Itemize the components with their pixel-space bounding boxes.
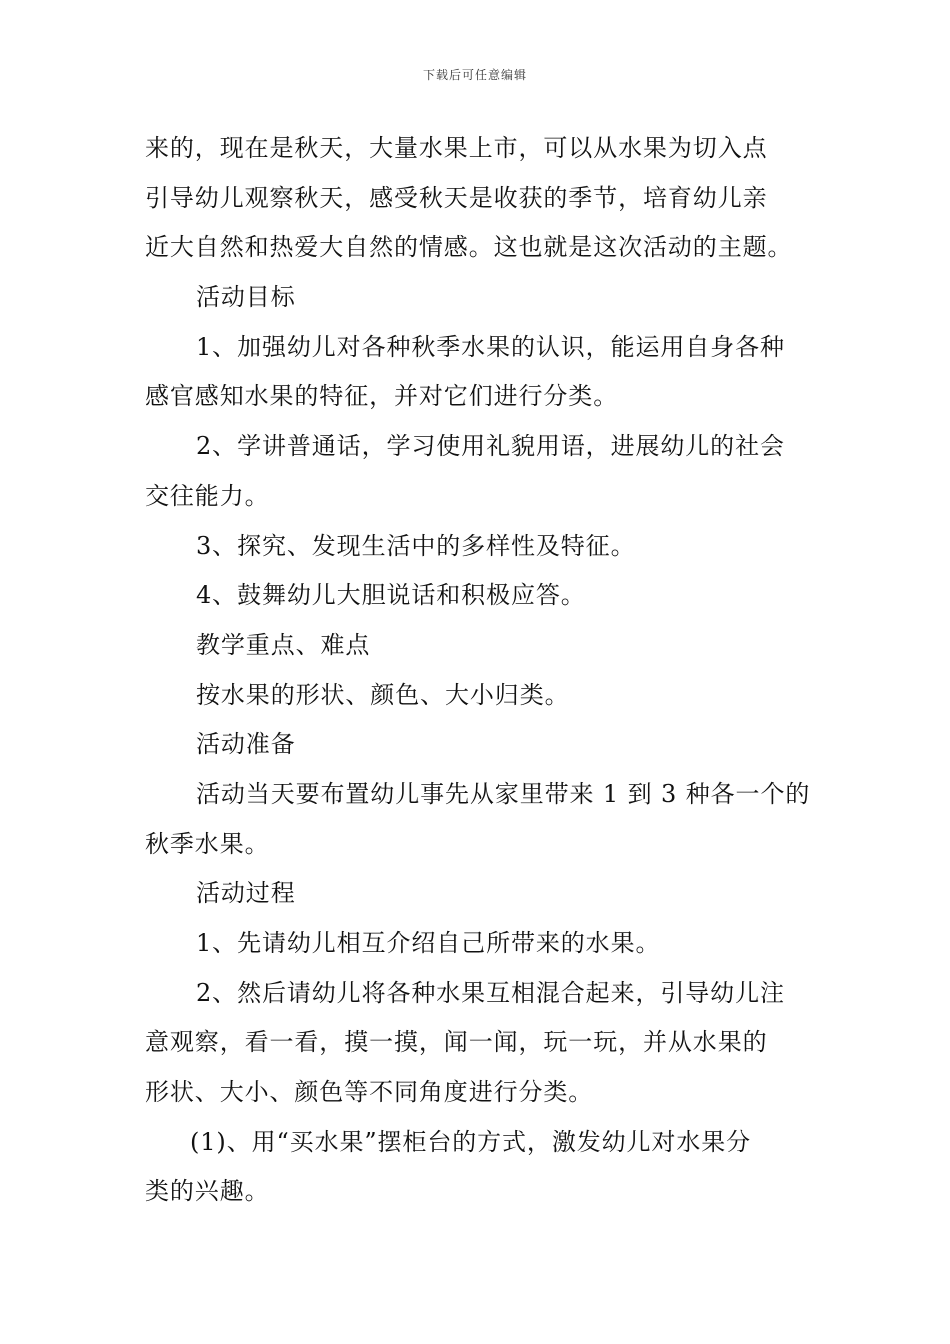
paragraph-line: 近大自然和热爱大自然的情感。这也就是这次活动的主题。 [145, 233, 793, 262]
goal-item-1: 1、加强幼儿对各种秋季水果的认识，能运用自身各种 [196, 332, 785, 361]
page-header: 下载后可任意编辑 [422, 68, 527, 82]
goal-item-3: 3、探究、发现生活中的多样性及特征。 [196, 531, 636, 560]
process-substep-1: (1)、用“买水果”摆柜台的方式，激发幼儿对水果分 [190, 1127, 752, 1156]
paragraph-line: 感官感知水果的特征，并对它们进行分类。 [145, 382, 619, 411]
section-heading-preparation: 活动准备 [196, 730, 296, 759]
section-heading-process: 活动过程 [196, 879, 296, 908]
paragraph-line: 秋季水果。 [145, 829, 270, 858]
process-step-2: 2、然后请幼儿将各种水果互相混合起来，引导幼儿注 [196, 978, 785, 1007]
paragraph-line: 类的兴趣。 [145, 1177, 270, 1206]
process-step-1: 1、先请幼儿相互介绍自己所带来的水果。 [196, 929, 661, 957]
section-heading-activity-goals: 活动目标 [196, 283, 296, 312]
goal-item-4: 4、鼓舞幼儿大胆说话和积极应答。 [196, 581, 586, 610]
paragraph-line: 引导幼儿观察秋天，感受秋天是收获的季节，培育幼儿亲 [145, 183, 768, 212]
paragraph-line: 意观察，看一看，摸一摸，闻一闻，玩一玩，并从水果的 [145, 1028, 768, 1057]
paragraph-line: 交往能力。 [145, 481, 270, 510]
preparation-text: 活动当天要布置幼儿事先从家里带来 1 到 3 种各一个的 [196, 779, 810, 808]
document-body [145, 124, 810, 1217]
paragraph-line: 形状、大小、颜色等不同角度进行分类。 [145, 1078, 594, 1107]
goal-item-2: 2、学讲普通话，学习使用礼貌用语，进展幼儿的社会 [196, 432, 785, 461]
paragraph-line: 来的，现在是秋天，大量水果上市，可以从水果为切入点 [145, 134, 768, 162]
section-heading-key-points: 教学重点、难点 [196, 630, 371, 659]
key-points-text: 按水果的形状、颜色、大小归类。 [196, 680, 570, 709]
